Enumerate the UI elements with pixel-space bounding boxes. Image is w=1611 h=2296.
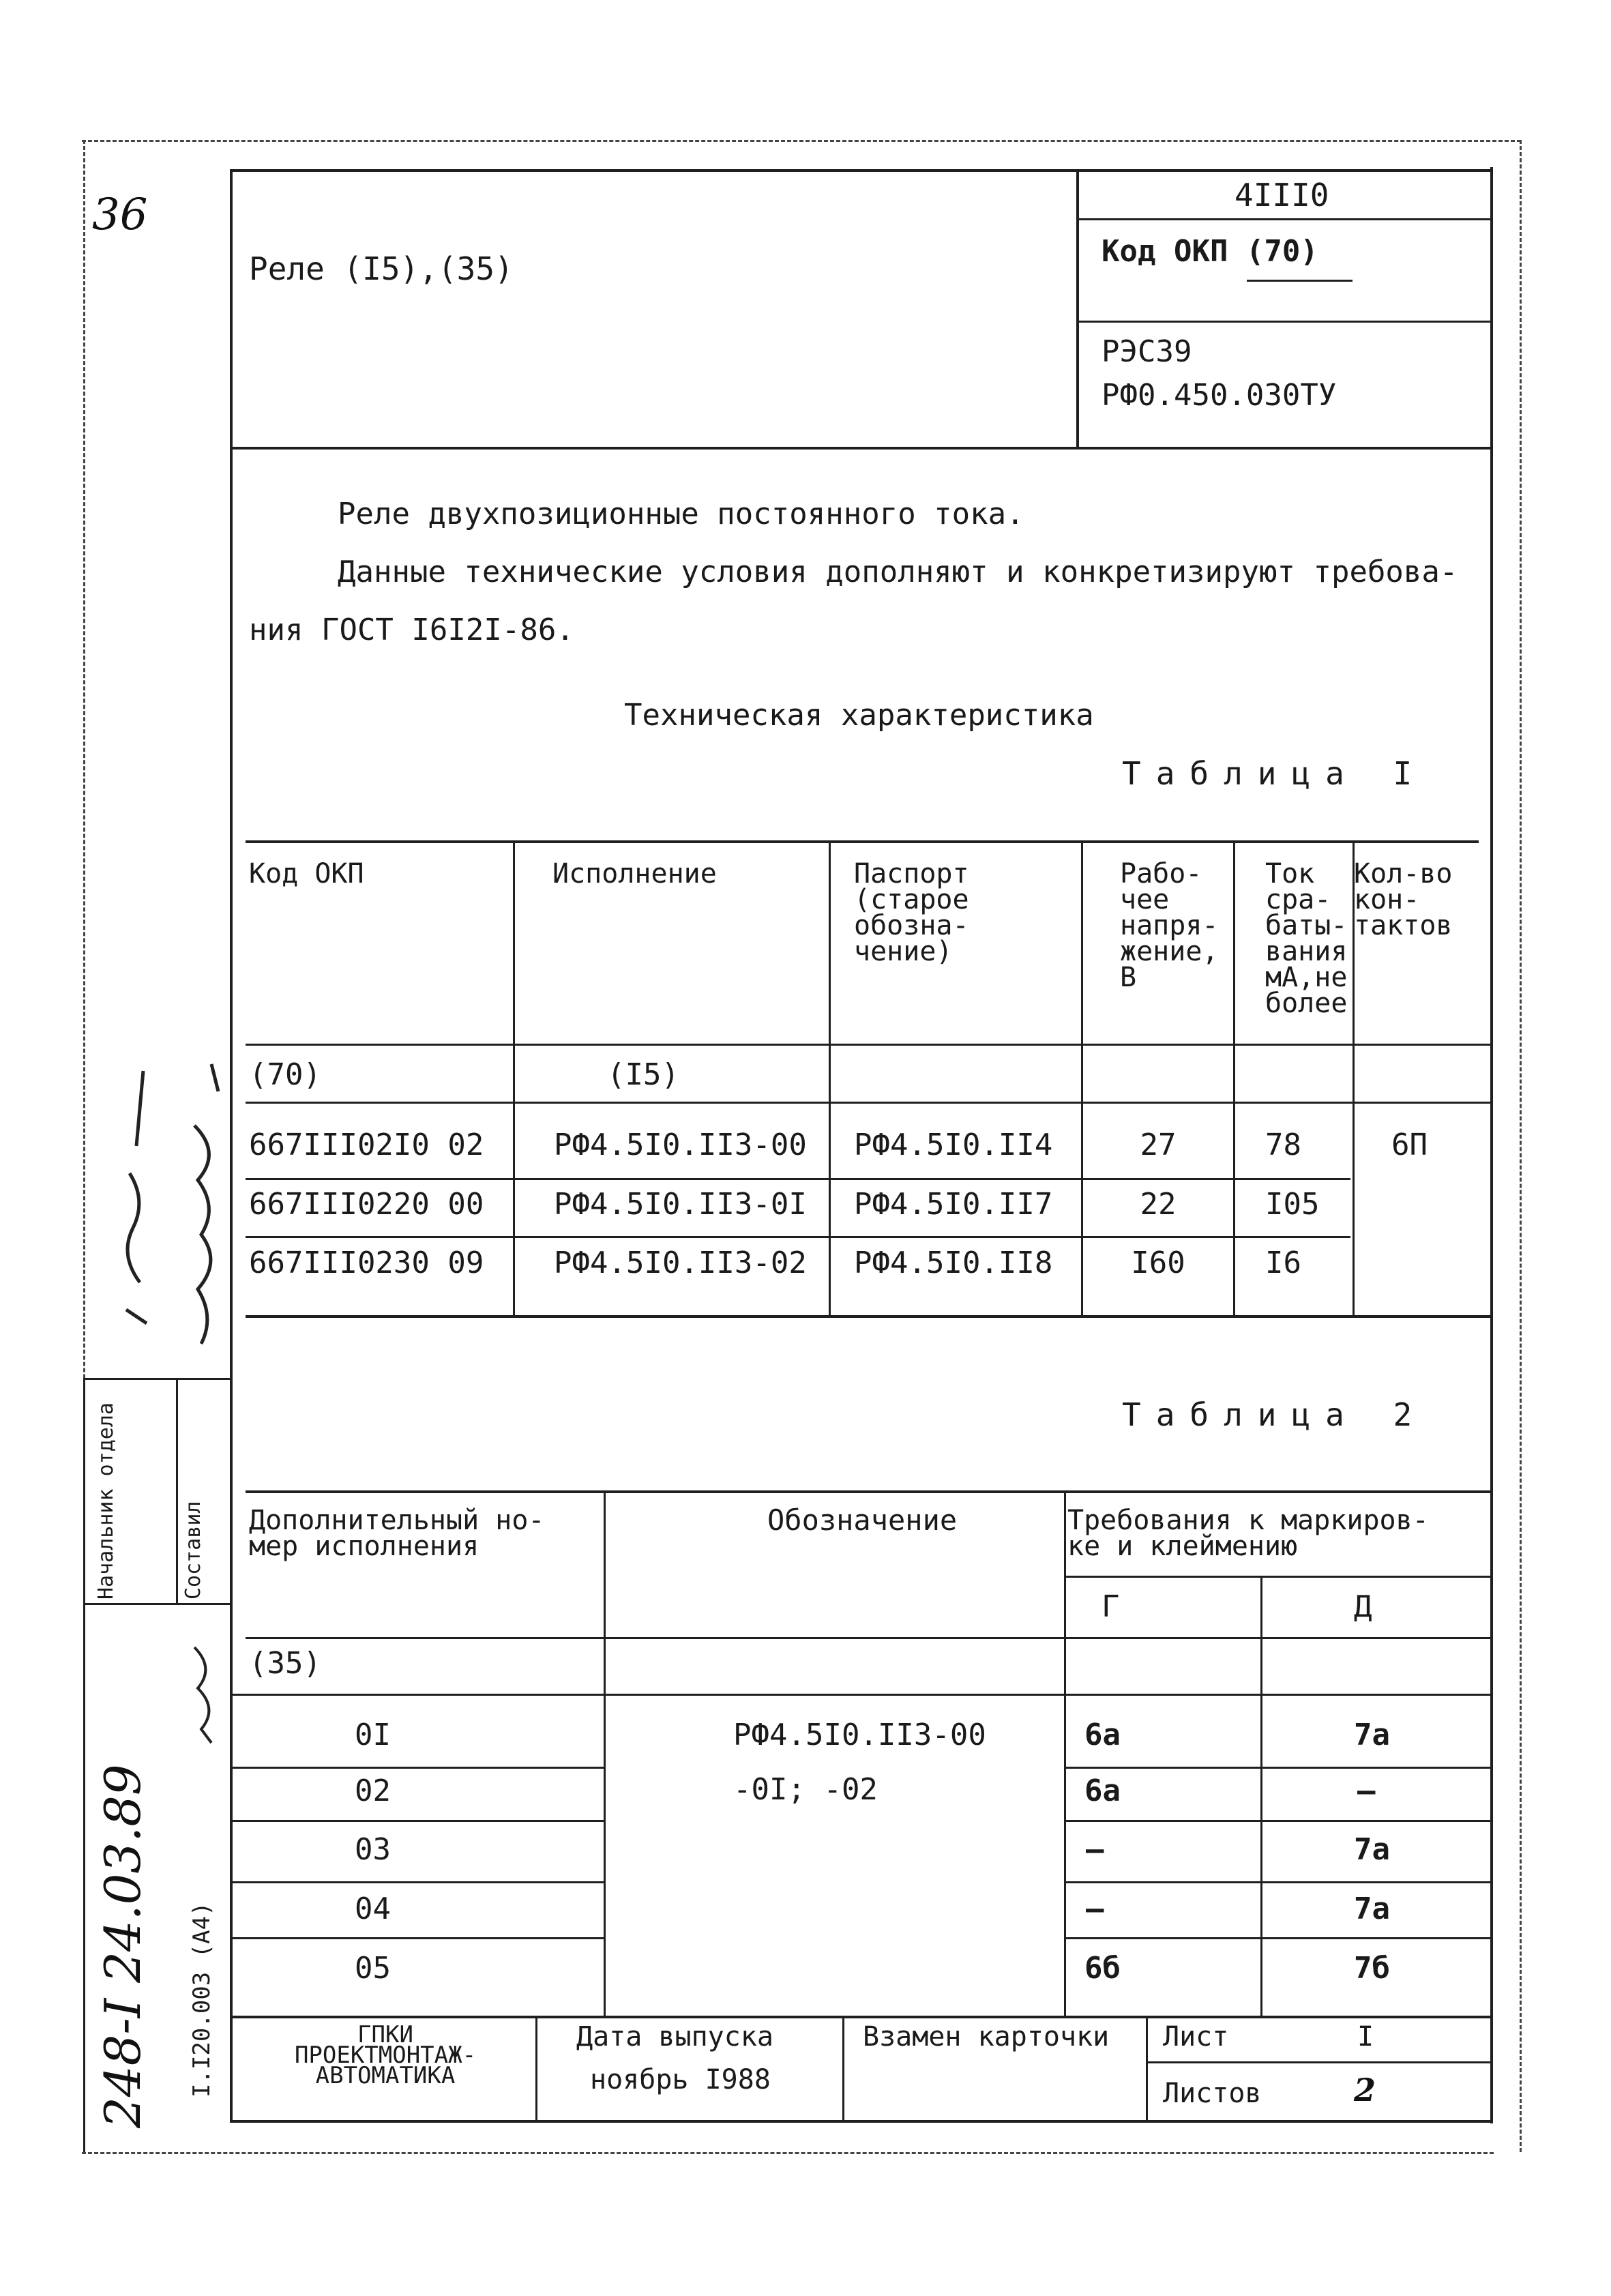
table1-row3-variant: РФ4.5I0.II3-02 [554, 1246, 807, 1280]
table1-row1-current: 78 [1265, 1128, 1301, 1162]
main-frame-right [1490, 167, 1493, 2123]
table1-code-row-bottom [246, 1102, 1490, 1104]
table2-row1-bottom [232, 1767, 604, 1769]
table1-header-variant: Исполнение [552, 858, 717, 889]
table2-row2-g: 6а [1084, 1773, 1121, 1808]
section-title: Техническая характеристика [624, 698, 1094, 733]
table2-row2-num: 02 [355, 1773, 391, 1808]
table2-col-1 [604, 1490, 606, 2016]
table1-row3-voltage: I60 [1131, 1246, 1185, 1280]
table2-row2-bottom-r [1064, 1820, 1492, 1822]
table2-row3-d: 7а [1354, 1832, 1390, 1867]
table1-header-bottom [246, 1044, 1490, 1046]
table2-marking-split [1064, 1576, 1492, 1578]
table1-row1-okp: 667III02I0 02 [249, 1128, 484, 1162]
table1-row2-voltage: 22 [1140, 1187, 1177, 1222]
footer-sheet-value: I [1357, 2021, 1374, 2052]
main-frame-left [230, 169, 233, 2121]
footer-sheets-value: 2 [1354, 2072, 1376, 2108]
main-frame-top [230, 169, 1493, 172]
table1-col-2 [829, 840, 831, 1315]
table1-col-4 [1233, 840, 1235, 1315]
table2-row3-g: – [1086, 1832, 1104, 1867]
header-divider [1076, 169, 1079, 449]
footer-sheet-split [1146, 2061, 1490, 2063]
margin-stamp-handwritten: 248-I 24.03.89 [94, 1764, 151, 2128]
table1-caption: Таблица I [1122, 755, 1428, 792]
header-type-1: РЭС39 [1102, 334, 1192, 369]
table2-header-extra: Дополнительный но- мер исполнения [249, 1505, 545, 1562]
footer-sheets-label: Листов [1163, 2078, 1262, 2109]
table2-row4-g: – [1086, 1892, 1104, 1926]
intro-line-2: Данные технические условия дополняют и конкретизируют требова- [338, 555, 1458, 589]
table1-row2-variant: РФ4.5I0.II3-0I [554, 1187, 807, 1222]
table1-bottom [246, 1315, 1490, 1318]
table1-row1-passport: РФ4.5I0.II4 [854, 1128, 1053, 1162]
signature-stamp [184, 1640, 225, 1750]
table2-header-marking: Требования к маркиров- ке и клеймению [1067, 1505, 1429, 1562]
header-code: 4III0 [1235, 177, 1329, 214]
table1-header-passport: Паспорт (старое обозна- чение) [854, 858, 969, 967]
table2-row4-num: 04 [355, 1892, 391, 1926]
table2-col-3 [1260, 1576, 1262, 2016]
intro-line-1: Реле двухпозиционные постоянного тока. [338, 497, 1024, 531]
intro-line-3: ния ГОСТ I6I2I-86. [249, 613, 574, 647]
footer-date-value: ноябрь I988 [590, 2064, 771, 2095]
table2-code-row-bottom [232, 1694, 1492, 1696]
frame-right-dashed [1520, 140, 1522, 2152]
table1-row3-passport: РФ4.5I0.II8 [854, 1246, 1053, 1280]
table1-row1-variant: РФ4.5I0.II3-00 [554, 1128, 807, 1162]
table2-bottom [230, 2016, 1492, 2018]
footer-col-3 [1146, 2016, 1148, 2121]
table2-row2-bottom [232, 1820, 604, 1822]
table1-code-variant: (I5) [607, 1057, 679, 1092]
table1-row2-passport: РФ4.5I0.II7 [854, 1187, 1053, 1222]
table2-caption: Таблица 2 [1122, 1396, 1428, 1433]
signature-head-of-dept [116, 1064, 164, 1364]
table1-header-current: Ток сра- баты- вания мА,не более [1265, 858, 1348, 1019]
table2-row5-num: 05 [355, 1951, 391, 1986]
margin-divider-mid [176, 1378, 178, 1603]
table1-row3-current: I6 [1265, 1246, 1301, 1280]
table1-row1-bottom [246, 1178, 1350, 1180]
footer-col-2 [842, 2016, 844, 2121]
table2-row5-d: 7б [1354, 1951, 1390, 1986]
table2-row4-bottom-r [1064, 1937, 1492, 1939]
frame-bottom-dashed [82, 2152, 1494, 2154]
table2-row1-bottom-r [1064, 1767, 1492, 1769]
header-right-line-2 [1076, 321, 1491, 323]
table2-row1-d: 7а [1354, 1718, 1390, 1752]
table1-row2-current: I05 [1265, 1187, 1320, 1222]
table2-row3-bottom-r [1064, 1881, 1492, 1883]
margin-compiled: Составил [181, 1501, 205, 1600]
header-type-2: РФ0.450.030ТУ [1102, 378, 1337, 413]
table2-header-d: Д [1354, 1589, 1372, 1624]
table1-code-okp: (70) [249, 1057, 321, 1092]
table1-row1-contacts: 6П [1391, 1128, 1428, 1162]
table2-designation-line2: -0I; -02 [733, 1772, 878, 1807]
margin-line-2 [83, 1603, 230, 1605]
header-okp-code: Код ОКП (70) [1102, 234, 1318, 269]
table1-header-voltage: Рабо- чее напря- жение, В [1120, 858, 1219, 993]
table1-row2-bottom [246, 1236, 1350, 1238]
footer-org: ГПКИ ПРОЕКТМОНТАЖ- АВТОМАТИКА [294, 2021, 477, 2089]
footer-col-1 [535, 2016, 537, 2121]
table2-row1-g: 6а [1084, 1718, 1121, 1752]
header-bottom-line [230, 447, 1493, 450]
table2-header-designation: Обозначение [767, 1503, 958, 1537]
footer-date-label: Дата выпуска [576, 2021, 773, 2052]
page-number: 36 [92, 190, 148, 240]
table1-col-3 [1081, 840, 1083, 1315]
table2-row2-d: – [1357, 1773, 1376, 1808]
table2-designation-line1: РФ4.5I0.II3-00 [733, 1718, 986, 1752]
frame-top-dashed [82, 140, 1521, 142]
table2-top [246, 1490, 1492, 1493]
table2-col-2 [1064, 1490, 1066, 2016]
table2-row5-g: 6б [1084, 1951, 1121, 1986]
table2-header-bottom [246, 1637, 1492, 1639]
table1-top [246, 840, 1479, 843]
margin-form-code: I.I20.003 (А4) [188, 1902, 216, 2098]
footer-sheet-label: Лист [1163, 2021, 1229, 2052]
table2-row4-bottom [232, 1937, 604, 1939]
table2-row3-bottom [232, 1881, 604, 1883]
header-right-line-1 [1076, 218, 1491, 220]
margin-head-of-dept: Начальник отдела [94, 1402, 118, 1600]
header-title: Реле (I5),(35) [249, 250, 514, 287]
margin-divider-left [83, 1378, 85, 2152]
main-frame-bottom [230, 2120, 1493, 2123]
table1-row3-okp: 667III0230 09 [249, 1246, 484, 1280]
table2-header-g: Г [1102, 1589, 1120, 1624]
table1-col-1 [513, 840, 515, 1315]
table2-row3-num: 03 [355, 1832, 391, 1867]
signature-compiled [181, 1050, 228, 1364]
table2-row4-d: 7а [1354, 1892, 1390, 1926]
table2-code-extra: (35) [249, 1646, 321, 1681]
table2-row1-num: 0I [355, 1718, 391, 1752]
table1-row1-voltage: 27 [1140, 1128, 1177, 1162]
table1-row2-okp: 667III0220 00 [249, 1187, 484, 1222]
table1-header-okp: Код ОКП [249, 858, 364, 889]
table1-header-contacts: Кол-во кон- тактов [1354, 858, 1453, 941]
okp-underline [1247, 280, 1353, 282]
footer-replace-label: Взамен карточки [863, 2021, 1110, 2052]
margin-line-1 [83, 1378, 230, 1380]
